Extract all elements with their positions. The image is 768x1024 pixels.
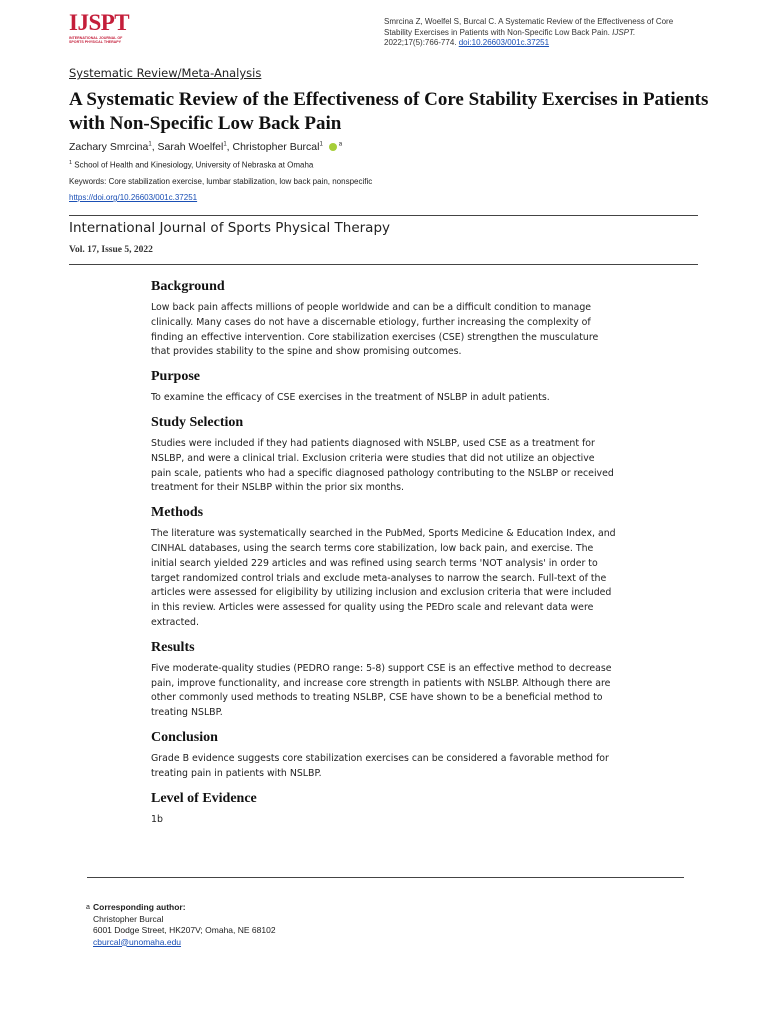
affiliation: [69, 160, 313, 170]
corresponding-author-mark: a: [338, 141, 343, 148]
abstract-text-study-selection: Studies were included if they had patients diagnosed with NSLBP, used CSE as a treatment for NSLBP, and were a clinical trial. Exclusion criteria were studies that did not utilize an objective pain scale, patients who had a specific diagnosed pathology contributing to the NSLBP or received treatment for their NSLBP within the prior six months.: [151, 437, 614, 494]
author-name: Zachary Smrcina: [69, 141, 149, 153]
citation-doi-link[interactable]: doi:10.26603/001c.37251: [458, 38, 550, 47]
author-affiliation-mark: 1: [223, 141, 227, 148]
divider-bottom: [69, 264, 698, 265]
author-affiliation-mark: 1: [319, 141, 323, 148]
footnote-name: Christopher Burcal: [93, 913, 164, 924]
footnote-address: 6001 Dodge Street, HK207V; Omaha, NE 68102: [93, 925, 276, 935]
abstract-heading-study-selection: Study Selection: [151, 414, 244, 430]
author-affiliation-mark: 1: [148, 141, 152, 148]
abstract-heading-background: Background: [151, 279, 225, 294]
citation-issue: 2022;17(5):766-774.: [384, 38, 459, 47]
corresponding-author-footnote: [86, 902, 276, 948]
logo-subtitle-line-1: INTERNATIONAL JOURNAL OF: [69, 36, 123, 40]
affiliation-text: School of Health and Kinesiology, University of Nebraska at Omaha: [74, 160, 314, 170]
author-list: Zachary Smrcina$^1$, Sarah Woelfel$^1$, Christopher Burcal$^1$ $^a$: [69, 141, 343, 153]
journal-logo: [69, 12, 135, 48]
abstract-text-purpose: To examine the efficacy of CSE exercises in the treatment of NSLBP in adult patients.: [151, 392, 550, 404]
abstract-text-background: Low back pain affects millions of people worldwide and can be a difficult condition to manage clinically. Many cases do not have a discernable etiology, further increasing the complexity of finding an effective intervention. Core stabilization exercises (CSE) strengthen the musculature that provides stability to the spine and show promising outcomes.: [151, 302, 599, 358]
abstract-heading-results: Results: [151, 639, 195, 655]
abstract-text-results: Five moderate-quality studies (PEDRO range: 5-8) support CSE is an effective method to decrease pain, improve functionality, and increase core strength in patients with NSLBP. Although there are other commonly used methods to treating NSLBP, CSE have shown to be a beneficial method to treating NSLBP.: [151, 662, 612, 719]
abstract-heading-purpose: Purpose: [151, 369, 200, 385]
orcid-icon[interactable]: [329, 143, 337, 151]
abstract-text-level-of-evidence: 1b: [151, 813, 163, 825]
article-title: A Systematic Review of the Effectiveness of Core Stability Exercises in Patients with Non-Specific Low Back Pain: [69, 89, 709, 134]
footnote-divider: [87, 877, 684, 878]
logo-subtitle-line-2: SPORTS PHYSICAL THERAPY: [69, 40, 122, 45]
journal-name: International Journal of Sports Physical Therapy: [69, 220, 391, 236]
author-name: Sarah Woelfel: [157, 141, 224, 153]
divider-top: [69, 215, 698, 216]
abstract-heading-methods: Methods: [151, 505, 204, 521]
journal-volume: Vol. 17, Issue 5, 2022: [69, 245, 153, 255]
footnote-heading: Corresponding author:: [93, 902, 186, 912]
logo-title: IJSPT: [69, 10, 130, 35]
section-type-label: Systematic Review/Meta-Analysis: [69, 66, 262, 80]
abstract: [151, 278, 617, 835]
footnote-email-link[interactable]: cburcal@unomaha.edu: [93, 936, 182, 947]
doi-link[interactable]: https://doi.org/10.26603/001c.37251: [69, 193, 198, 202]
citation-journal: IJSPT.: [612, 27, 636, 37]
keywords: Keywords: Core stabilization exercise, lumbar stabilization, low back pain, nonspecific: [69, 177, 373, 186]
abstract-heading-conclusion: Conclusion: [151, 729, 218, 745]
abstract-text-conclusion: Grade B evidence suggests core stabilization exercises can be considered a favorable method for treating pain in patients with NSLBP.: [151, 752, 609, 779]
footnote-mark: a: [86, 904, 90, 911]
citation-header: [384, 17, 684, 49]
author-name: Christopher Burcal: [232, 141, 320, 153]
abstract-text-methods: The literature was systematically searched in the PubMed, Sports Medicine & Education Index, and CINHAL databases, using the search terms core stabilization, low back pain, and exercise. The initial search yielded 229 articles and was refined using search terms 'NOT analysis' in order to target randomized control trials and exclude meta-analyses to narrow the search. Full-text of the articles were assessed for eligibility by utilizing inclusion and exclusion criteria that were included in this review. Articles were assessed for quality using the PEDro scale and relevant data were extracted.: [151, 528, 616, 628]
citation-text: Smrcina Z, Woelfel S, Burcal C. A Systematic Review of the Effectiveness of Core Stability Exercises in Patients with Non-Specific Low Back Pain.: [384, 17, 674, 37]
abstract-heading-level-of-evidence: Level of Evidence: [151, 790, 257, 806]
affiliation-number: 1: [69, 160, 73, 166]
